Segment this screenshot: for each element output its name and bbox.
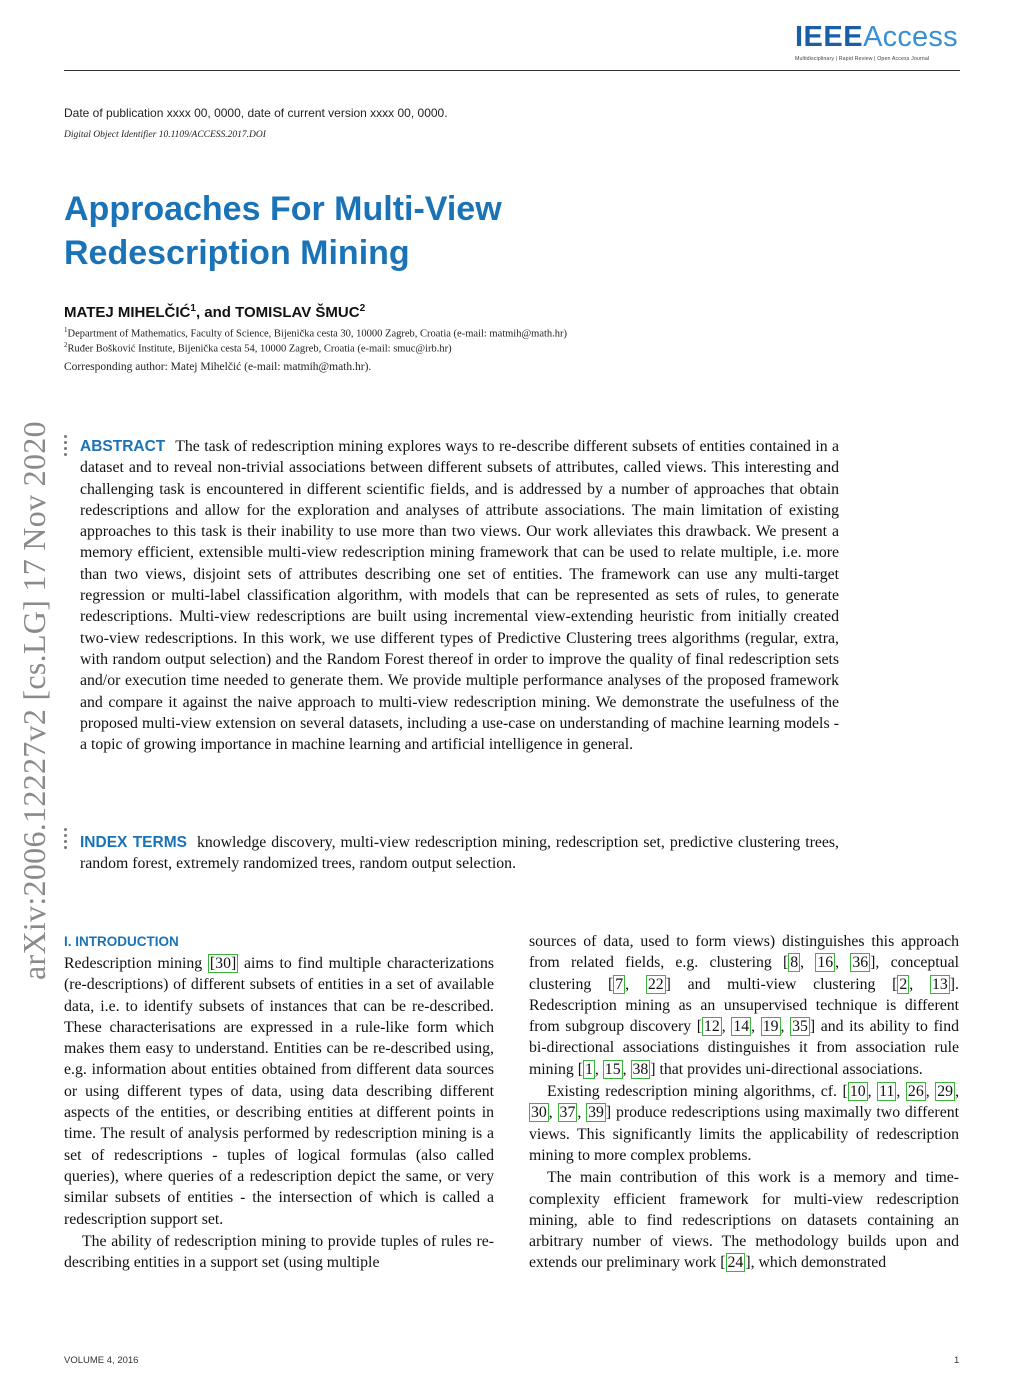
citation-link[interactable]: 39 bbox=[588, 1104, 604, 1122]
affiliation-2: $^2$Ruđer Bošković Institute, Bijenička cesta 54, 10000 Zagreb, Croatia (e-mail: smuc@irb.hr) bbox=[64, 341, 452, 355]
citation-link[interactable]: 30 bbox=[531, 1104, 547, 1122]
abstract bbox=[80, 436, 839, 755]
abstract-marker bbox=[64, 435, 68, 459]
intro-paragraph-1: Redescription mining [30] aims to find multiple characterizations (re-descriptions) of different subsets of entities in a set of available data, i.e. to identify subsets of instances that can be re-described. These characterisations are expressed in a rule-like form which makes them easy to understand. Entities can be re-described using, e.g. information about entities obtained from different data sources or using different types of data, using data describing different aspects of the entities, or describing entities at different points in time. The result of analysis performed by redescription mining is a set of redescriptions - tuples of logical formulas (also called queries), where queries of a redescription depict the same, or very similar subsets of entities - the intersection of which is called a redescription support set. bbox=[64, 955, 494, 1228]
citation-link[interactable]: 29 bbox=[937, 1083, 954, 1101]
citation-link[interactable]: 26 bbox=[907, 1083, 924, 1101]
index-terms-marker bbox=[64, 828, 68, 852]
logo-tagline: Multidisciplinary | Rapid Review | Open Access Journal bbox=[795, 56, 930, 62]
citation-link[interactable]: 2 bbox=[899, 975, 908, 993]
corresponding-author: Corresponding author: Matej Mihelčić (e-mail: matmih@math.hr). bbox=[64, 361, 372, 373]
header-rule bbox=[64, 70, 960, 71]
citation-link[interactable]: 15 bbox=[604, 1060, 621, 1078]
citation-link[interactable]: 14 bbox=[733, 1018, 750, 1036]
doi: Digital Object Identifier 10.1109/ACCESS.2017.DOI bbox=[64, 130, 266, 140]
citation-link[interactable]: [30] bbox=[209, 955, 237, 972]
intro-paragraph-3: sources of data, used to form views) distinguishes this approach from related fields, e.g. clustering [ 8 , 16 , 36 ], conceptual clustering [ 7 , 22 ] and multi-view clustering [ 2 , 13 ]. Redescription mining as an unsupervised technique is different from subgroup discovery [ 12 , 14 , 19 , 35 ] and its ability to find bi-directional associations distinguishes it from association rule mining [ 1 , 15 , 38 ] that provides uni-directional associations. bbox=[529, 933, 959, 1078]
abstract-text: The task of redescription mining explores ways to re-describe different subsets of entities contained in a dataset and to reveal non-trivial associations between different subsets of attributes, called views. This interesting and challenging task is encountered in different scientific fields, and is addressed by a number of approaches that obtain redescriptions and allow for the exploration and analyses of attribute associations. The main limitation of existing approaches to this task is their inability to use more than two views. Our work alleviates this drawback. We present a memory efficient, extensible multi-view redescription mining framework that can be used to relate multiple, i.e. more than two views, disjoint sets of attributes describing one set of entities. The framework can use any multi-target regression or multi-label classification algorithm, with models that can be represented as sets of rules, to generate redescriptions. Multi-view redescriptions are built using incremental view-extending heuristic from initially created two-view redescriptions. In this work, we use different types of Predictive Clustering trees algorithms (regular, extra, with random output selection) and the Random Forest thereof in order to improve the quality of final redescription sets and/or execution time needed to generate them. We provide multiple performance analyses of the proposed framework and compare it against the naive approach to multi-view redescription mining. We demonstrate the usefulness of the proposed multi-view extension on several datasets, including a use-case on understanding of machine learning models - a topic of growing importance in machine learning and artificial intelligence in general. bbox=[80, 438, 839, 754]
citation-link[interactable]: 8 bbox=[790, 954, 799, 972]
citation-link[interactable]: 38 bbox=[632, 1060, 649, 1078]
citation-link[interactable]: 36 bbox=[852, 954, 869, 972]
intro-paragraph-4: Existing redescription mining algorithms, cf. [ 10 , 11 , 26 , 29 , 30 , 37 , 39 ] produce redescriptions using maximally two different views. This significantly limits the applicability of redescription mining to more complex problems. bbox=[529, 1083, 960, 1164]
abstract-label: ABSTRACT bbox=[80, 438, 166, 455]
citation-link[interactable]: 35 bbox=[792, 1018, 808, 1036]
volume-footer: VOLUME 4, 2016 bbox=[64, 1355, 139, 1366]
intro-paragraph-2: The ability of redescription mining to provide tuples of rules re-describing entities in a support set (using multiple bbox=[64, 1232, 494, 1272]
page-number: 1 bbox=[954, 1355, 960, 1366]
right-column bbox=[529, 931, 959, 1274]
ieee-access-logo: IEEEAccess Multidisciplinary | Rapid Review | Open Access Journal bbox=[795, 22, 960, 62]
citation-link[interactable]: 11 bbox=[879, 1083, 895, 1101]
citation-link[interactable]: 10 bbox=[849, 1083, 866, 1101]
citation-link[interactable]: 7 bbox=[615, 975, 624, 993]
citation-link[interactable]: 37 bbox=[559, 1104, 576, 1122]
citation-link[interactable]: 12 bbox=[704, 1018, 720, 1036]
citation-link[interactable]: 16 bbox=[817, 954, 834, 972]
arxiv-stamp: arXiv:2006.12227v2 [cs.LG] 17 Nov 2020 bbox=[16, 421, 52, 980]
index-terms-text: knowledge discovery, multi-view redescription mining, redescription set, predictive clustering trees, random forest, extremely randomized trees, random output selection. bbox=[80, 834, 839, 873]
left-column bbox=[64, 931, 494, 1273]
citation-link[interactable]: 22 bbox=[647, 975, 664, 993]
citation-link[interactable]: 19 bbox=[762, 1018, 779, 1036]
intro-paragraph-5: The main contribution of this work is a memory and time-complexity efficient framework for multi-view redescription mining, able to find redescriptions on datasets containing an arbitrary number of views. The methodology builds upon and extends our preliminary work [ 24 ], which demonstrated bbox=[529, 1169, 959, 1272]
author-list: MATEJ MIHELČIĆ$^1$, and TOMISLAV ŠMUC$^2$ bbox=[64, 303, 366, 321]
paper-title: Approaches For Multi-View Redescription Mining bbox=[64, 190, 502, 272]
index-terms-label: INDEX TERMS bbox=[80, 834, 187, 851]
citation-link[interactable]: 1 bbox=[584, 1060, 593, 1078]
publication-date: Date of publication xxxx 00, 0000, date of current version xxxx 00, 0000. bbox=[64, 106, 448, 120]
affiliation-1: $^1$Department of Mathematics, Faculty of Science, Bijenička cesta 30, 10000 Zagreb, Croatia (e-mail: matmih@math.hr) bbox=[64, 326, 568, 340]
section-heading: I. INTRODUCTION bbox=[64, 934, 179, 949]
citation-link[interactable]: 13 bbox=[931, 975, 948, 993]
citation-link[interactable]: 24 bbox=[727, 1254, 744, 1272]
index-terms bbox=[80, 832, 839, 875]
